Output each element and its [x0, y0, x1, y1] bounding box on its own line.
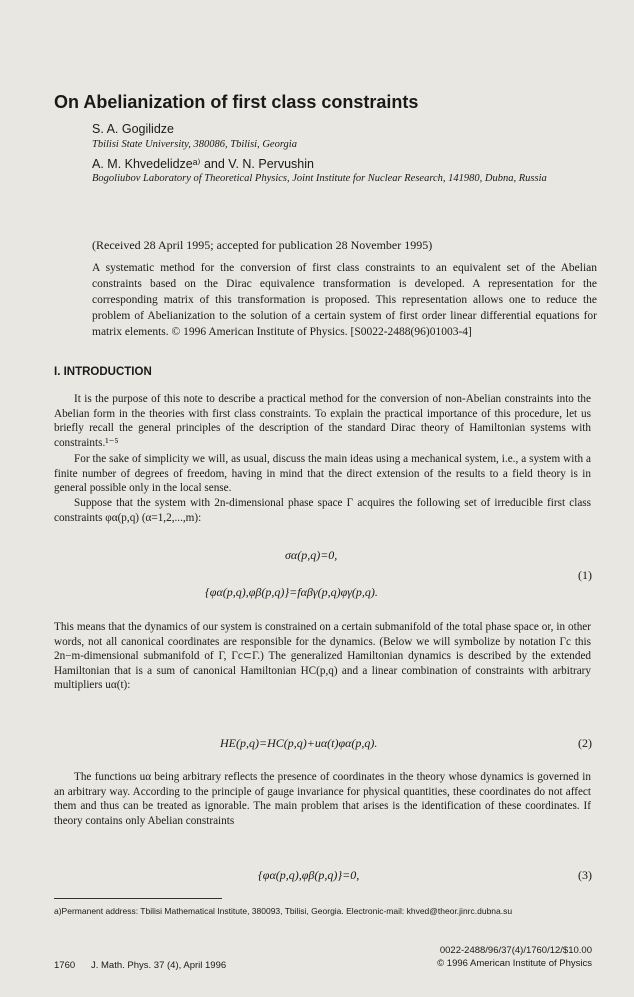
paragraph-5: The functions uα being arbitrary reflects the presence of coordinates in the theory whose dynamics is governed in an arbitrary way. According to the principle of gauge invariance for physical quantities, these coordinates do not affect them and thus can be treated as ignorable. The main problem that arises is the identification of these coordinates. If theory contains only Abelian constraints — [54, 771, 591, 827]
equation-1-line-2: {φα(p,q),φβ(p,q)}=fαβγ(p,q)φγ(p,q). — [205, 585, 378, 599]
equation-1-line-1: σα(p,q)=0, — [285, 548, 338, 562]
author-line-2: A. M. Khvedelidzeᵃ⁾ and V. N. Pervushin — [92, 157, 314, 171]
equation-3-number: (3) — [578, 868, 592, 882]
footer-issn: 0022-2488/96/37(4)/1760/12/$10.00 — [439, 945, 592, 956]
footnote: a)Permanent address: Tbilisi Mathematical Institute, 380093, Tbilisi, Georgia. Electronic-mail: khved@theor.jinrc.dubna.su — [54, 906, 513, 916]
page-footer-left: 1760 J. Math. Phys. 37 (4), April 1996 — [54, 960, 227, 971]
page-footer-right — [437, 944, 592, 970]
paper-title: On Abelianization of first class constraints — [54, 92, 419, 112]
affiliation-2: Bogoliubov Laboratory of Theoretical Physics, Joint Institute for Nuclear Research, 141980, Dubna, Russia — [92, 173, 547, 184]
paragraph-3: Suppose that the system with 2n-dimensional phase space Γ acquires the following set of irreducible first class constraints φα(p,q) (α=1,2,...,m): — [54, 497, 591, 524]
equation-2-number: (2) — [578, 736, 592, 750]
paragraph-2: For the sake of simplicity we will, as usual, discuss the main ideas using a mechanical system, i.e., a system with a finite number of degrees of freedom, having in mind that the direct extension of the results to a field theory is in general possible only in the local sense. — [54, 453, 591, 494]
footer-copyright: © 1996 American Institute of Physics — [437, 958, 592, 969]
section-heading: I. INTRODUCTION — [54, 366, 152, 378]
author-line-1: S. A. Gogilidze — [92, 122, 174, 136]
footnote-rule — [54, 898, 222, 899]
affiliation-1: Tbilisi State University, 380086, Tbilisi, Georgia — [92, 139, 297, 150]
abstract: A systematic method for the conversion of first class constraints to an equivalent set of the Abelian constraints based on the Dirac equivalence transformation is developed. A representation for the corresponding matrix of this transformation is proposed. This representation allows one to reduce the problem of Abelianization to the solution of a certain system of first order linear differential equations for matrix elements. © 1996 American Institute of Physics. [S0022-2488(96)01003-4] — [92, 262, 597, 338]
equation-1-number: (1) — [578, 568, 592, 582]
received-date: (Received 28 April 1995; accepted for publication 28 November 1995) — [92, 238, 433, 252]
equation-3: {φα(p,q),φβ(p,q)}=0, — [258, 868, 360, 882]
equation-2: HE(p,q)=HC(p,q)+uα(t)φα(p,q). — [220, 736, 378, 750]
paragraph-1: It is the purpose of this note to describe a practical method for the conversion of non-Abelian constraints into the Abelian form in the theories with first class constraints. To explain the practical importance of this procedure, let us briefly recall the general principles of the description of the standard Dirac theory of Hamiltonian systems with constraints.¹⁻⁵ — [54, 393, 591, 449]
paragraph-4: This means that the dynamics of our system is constrained on a certain submanifold of the total phase space or, in other words, not all canonical coordinates are responsible for the dynamics. (Below we will symbolize by notation Γc this 2n−m-dimensional submanifold of Γ, Γc⊂Γ.) The generalized Hamiltonian dynamics is described by the extended Hamiltonian that is a sum of canonical Hamiltonian HC(p,q) and a linear combination of constraints with arbitrary multipliers uα(t): — [54, 621, 591, 691]
